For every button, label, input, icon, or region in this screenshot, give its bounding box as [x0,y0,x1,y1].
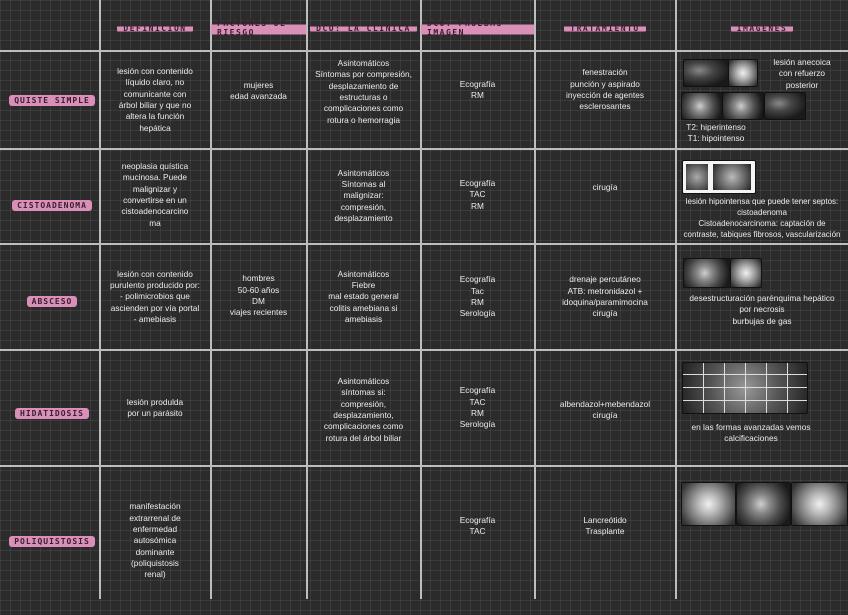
cell-definicion: neoplasia quística mucinosa. Puede malignizar y convertirse en un cistoadenocarcino ma [121,161,189,228]
header-definicion: DEFINICIÓN [100,20,210,36]
ct-image [730,258,762,288]
cell-tratamiento: fenestración punción y aspirado inyección de agentes esclerosantes [566,67,644,112]
cell-tratamiento: albendazol+mebendazol cirugía [559,398,651,420]
cell-imagenes-text: lesión hipointensa que puede tener septos: cistoadenoma Cistoadenocarcinoma: captación de contraste, tabiques fibrosos, vascularización [683,197,841,239]
cell-clinica: Asintomáticos Fiebre mal estado general colitis amebiana si amebiasis [328,268,399,324]
header-tratamiento: TRATAMIENTO [535,20,675,36]
row-label-cistoadenoma: CISTOADENOMA [6,150,98,260]
ultrasound-image [683,59,729,87]
cell-definicion: lesión con contenido líquido claro, no comunicante con árbol biliar y que no altera la función hepática [117,66,193,133]
ct-image [736,482,791,526]
cell-tratamiento: drenaje percutáneo ATB: metronidazol + idoquina/paramimocina cirugía [562,274,648,319]
row-label-hidatidosis: HIDATIDOSIS [6,351,98,475]
cell-pruebas: Ecografía Tac RM Serología [459,274,496,319]
header-pruebas: DCO: PRUEBAS IMAGEN [421,20,534,36]
cell-tratamiento: cirugía [592,182,618,193]
cell-imagenes-text: desestructuración parénquima hepático por necrosis burbujas de gas [689,293,835,326]
ultrasound-classification-image [682,362,808,414]
cell-pruebas: Ecografía TAC [459,514,496,536]
cell-imagenes-text: T2: hiperintenso T1: hipointenso [686,121,746,143]
cell-factores: mujeres edad avanzada [230,79,287,101]
ultrasound-image [728,59,758,87]
cell-clinica: Asintomáticos Síntomas por compresión, desplazamiento de estructuras o complicaciones como rotura o hemorragia [315,58,412,125]
ct-image [682,160,756,194]
row-label-poliquistosis: POLIQUISTOSIS [6,467,98,615]
mri-image [722,92,764,120]
ct-image [681,482,736,526]
cell-clinica: Asintomáticos Síntomas al malignizar: compresión, desplazamiento [334,167,393,223]
cell-factores: hombres 50-60 años DM viajes recientes [229,273,288,318]
cell-definicion: manifestación extrarrenal de enfermedad autosómica dominante (poliquistosis renal) [129,501,181,580]
cell-pruebas: Ecografía RM [459,78,496,100]
cell-pruebas: Ecografía TAC RM Serología [459,385,496,430]
mri-image [764,92,806,120]
cell-imagenes-text: en las formas avanzadas vemos calcificaciones [691,421,811,443]
mri-image [681,92,723,120]
cell-pruebas: Ecografía TAC RM [459,178,496,211]
row-label-absceso: ABSCESO [6,245,98,357]
cell-imagenes-text: lesión anecoica con refuerzo posterior [773,57,831,90]
ct-image [791,482,848,526]
cell-tratamiento: Lancreótido Trasplante [583,514,627,536]
header-factores: FACTORES DE RIESGO [211,20,306,36]
header-clinica: DCO: LA CLÍNICA [307,20,420,36]
cell-definicion: lesión con contenido purulento producido por: - polimicrobios que ascienden por vía portal - amebiasis [110,268,200,324]
row-label-quiste-simple: QUISTE SIMPLE [6,52,98,148]
header-imagenes: IMÁGENES [676,20,848,36]
cell-definicion: lesión produlda por un parásito [126,396,184,418]
ct-image [683,258,731,288]
cell-clinica: Asintomáticos síntomas si: compresión, desplazamiento, complicaciones como rotura del árbol biliar [323,376,404,443]
